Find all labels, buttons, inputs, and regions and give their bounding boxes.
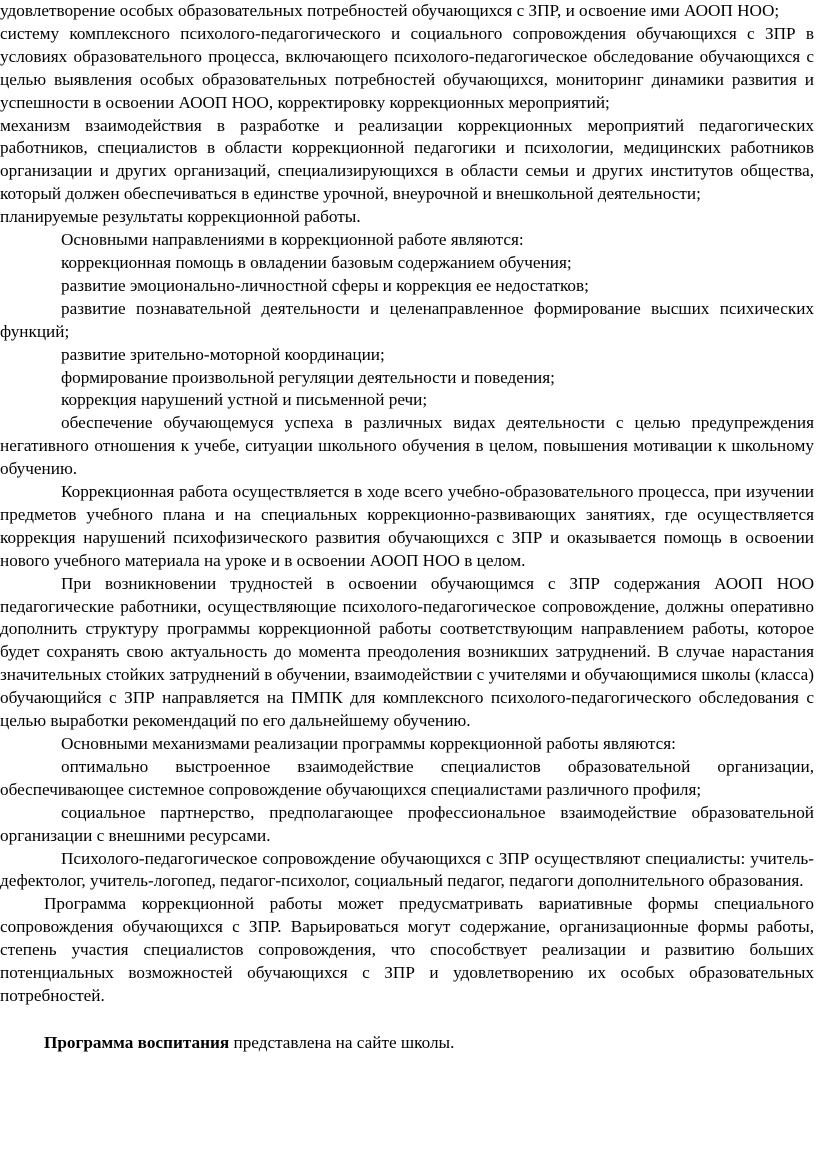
paragraph-19: Программа коррекционной работы может предусматривать вариативные формы специального сопровождения обучающихся с ЗПР. Варьироваться могут содержание, организационные формы работы, степень участия специалистов сопровождения, что способствует реализации и развитию больших потенциальных возможностей обучающихся с ЗПР и удовлетворению их особых образовательных потребностей. (0, 894, 814, 1005)
paragraph-2: систему комплексного психолого-педагогического и социального сопровождения обучающихся с ЗПР в условиях образовательного процесса, включающего психолого-педагогическое обследование обучающихся с целью выявления особых образовательных потребностей обучающихся, мониторинг динамики развития и успешности в освоении АООП НОО, корректировку коррекционных мероприятий; (0, 23, 814, 112)
paragraph-17: социальное партнерство, предполагающее профессиональное взаимодействие образовательной организации с внешними ресурсами. (0, 802, 814, 845)
final-note (0, 1032, 814, 1055)
paragraph-5: Основными направлениями в коррекционной работе являются: (61, 230, 524, 250)
final-note-bold: Программа воспитания (44, 1032, 230, 1052)
paragraph-18: Психолого-педагогическое сопровождение обучающихся с ЗПР осуществляют специалисты: учитель-дефектолог, учитель-логопед, педагог-психолог, социальный педагог, педагоги дополнительного образования. (0, 848, 814, 891)
paragraph-8: развитие познавательной деятельности и целенаправленное формирование высших психических функций; (0, 298, 814, 341)
paragraph-12: обеспечение обучающемуся успеха в различных видах деятельности с целью предупреждения негативного отношения к учебе, ситуации школьного обучения в целом, повышения мотивации к школьному обучению. (0, 413, 814, 479)
paragraph-14: При возникновении трудностей в освоении обучающимся с ЗПР содержания АООП НОО педагогические работники, осуществляющие психолого-педагогическое сопровождение, должны оперативно дополнить структуру программы коррекционной работы соответствующим направлением работы, которое будет сохранять свою актуальность до момента преодоления возникших затруднений. В случае нарастания значительных стойких затруднений в обучении, взаимодействии с учителями и обучающимися школы (класса) обучающийся с ЗПР направляется на ПМПК для комплексного психолого-педагогического обследования с целью выработки рекомендаций по его дальнейшему обучению. (0, 573, 814, 731)
paragraph-16: оптимально выстроенное взаимодействие специалистов образовательной организации, обеспечивающее системное сопровождение обучающихся специалистами различного профиля; (0, 756, 814, 799)
spacer (0, 1008, 814, 1032)
paragraph-1: удовлетворение особых образовательных потребностей обучающихся с ЗПР, и освоение ими АООП НОО; (0, 1, 780, 20)
paragraph-7: развитие эмоционально-личностной сферы и коррекция ее недостатков; (61, 275, 589, 295)
paragraph-11: коррекция нарушений устной и письменной речи; (61, 390, 428, 410)
paragraph-6: коррекционная помощь в овладении базовым содержанием обучения; (61, 252, 572, 272)
paragraph-15: Основными механизмами реализации программы коррекционной работы являются: (61, 734, 676, 753)
paragraph-3: механизм взаимодействия в разработке и реализации коррекционных мероприятий педагогических работников, специалистов в области коррекционной педагогики и психологии, медицинских работников организации и других организаций, специализирующихся в области семьи и других институтов общества, который должен обеспечиваться в единстве урочной, внеурочной и внешкольной деятельности; (0, 115, 814, 204)
paragraph-9: развитие зрительно-моторной координации; (61, 344, 385, 364)
final-note-rest: представлена на сайте школы. (229, 1032, 455, 1052)
paragraph-10: формирование произвольной регуляции деятельности и поведения; (61, 367, 555, 387)
paragraph-13: Коррекционная работа осуществляется в ходе всего учебно-образовательного процесса, при изучении предметов учебного плана и на специальных коррекционно-развивающих занятиях, где осуществляется коррекция нарушений психофизического развития обучающихся с ЗПР и оказывается помощь в освоении нового учебного материала на уроке и в освоении АООП НОО в целом. (0, 482, 814, 570)
paragraph-4: планируемые результаты коррекционной работы. (0, 207, 361, 227)
